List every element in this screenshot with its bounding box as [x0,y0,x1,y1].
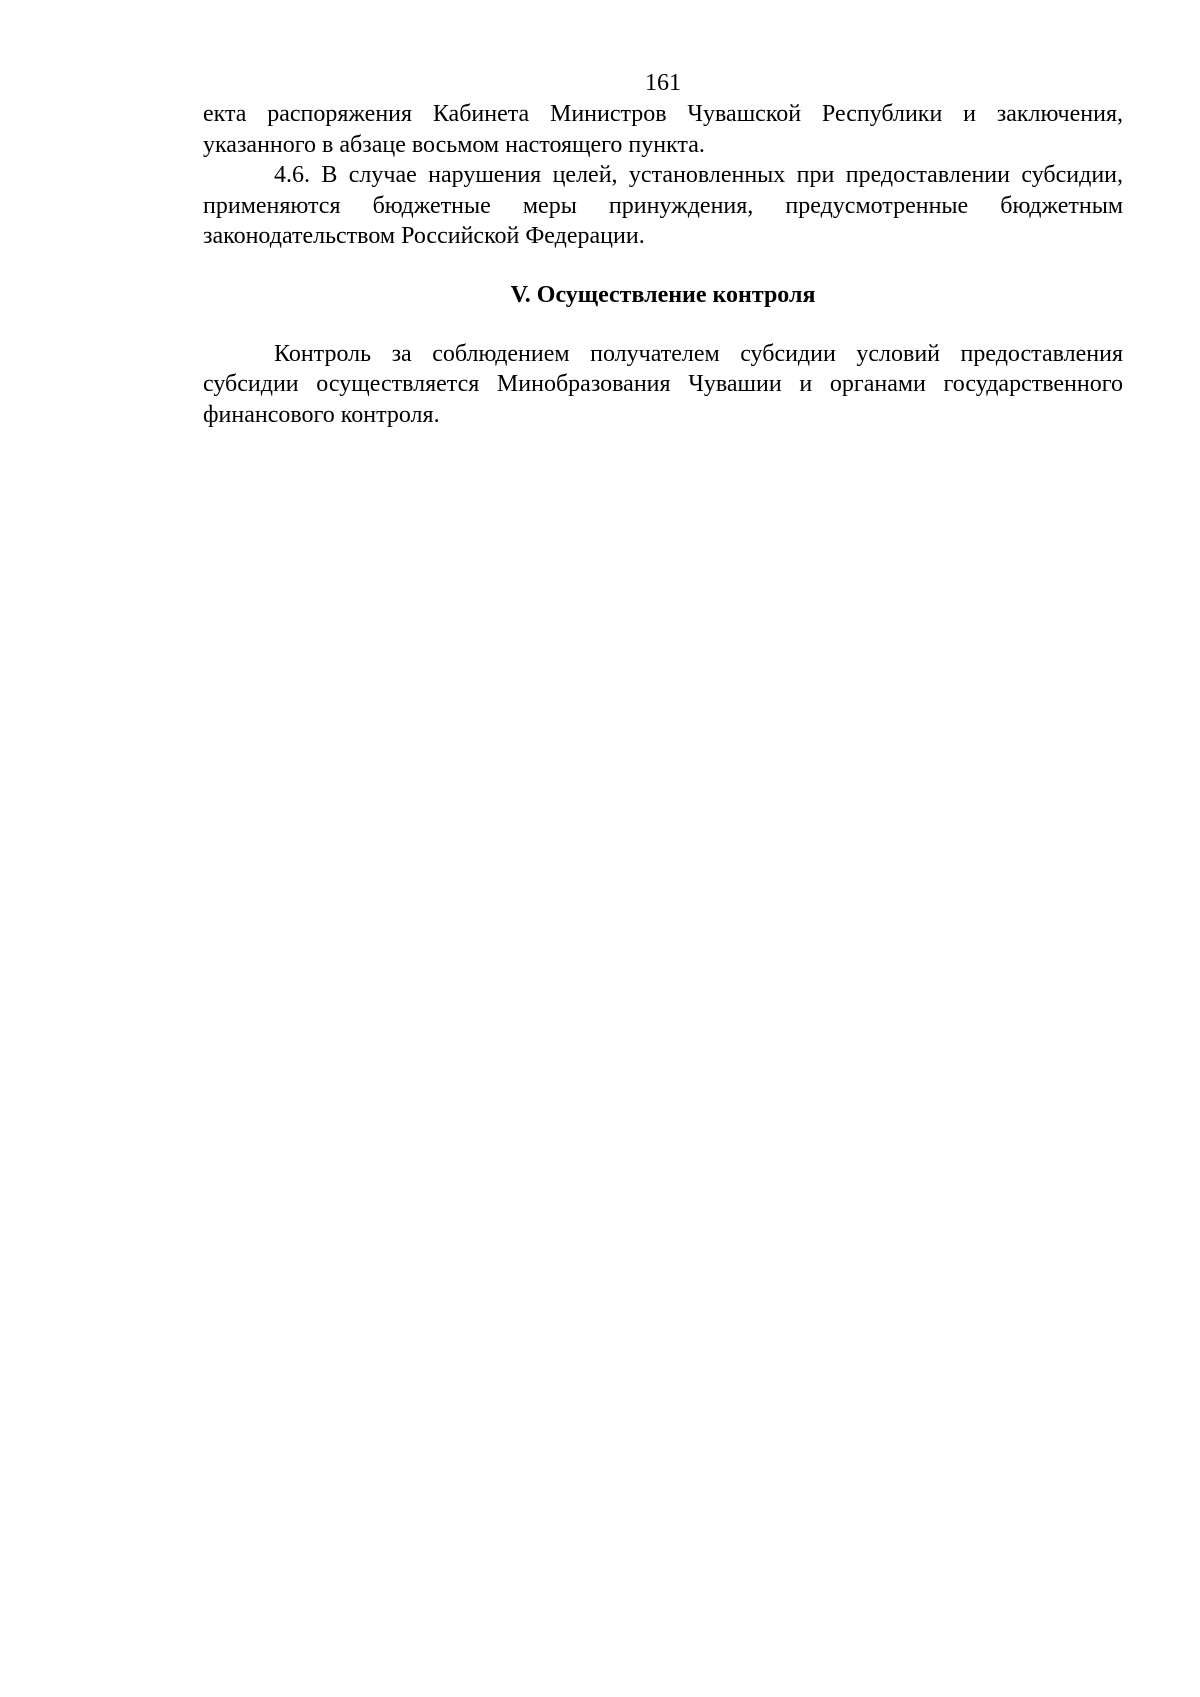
paragraph-control: Контроль за соблюдением получателем субсидии условий предоставления субсидии осуществляется Минобразования Чувашии и органами государственного финансового контроля. [203,340,1123,428]
page-number: 161 [645,70,681,96]
section-heading: V. Осуществление контроля [510,281,816,308]
paragraph-4-6: 4.6. В случае нарушения целей, установленных при предоставлении субсидии, применяются бюджетные меры принуждения, предусмотренные бюджетным законодательством Российской Федерации. [203,162,1123,249]
page-content [203,68,1123,430]
paragraph-continuation: екта распоряжения Кабинета Министров Чувашской Республики и заключения, указанного в абзаце восьмом настоящего пункта. [203,101,1123,158]
